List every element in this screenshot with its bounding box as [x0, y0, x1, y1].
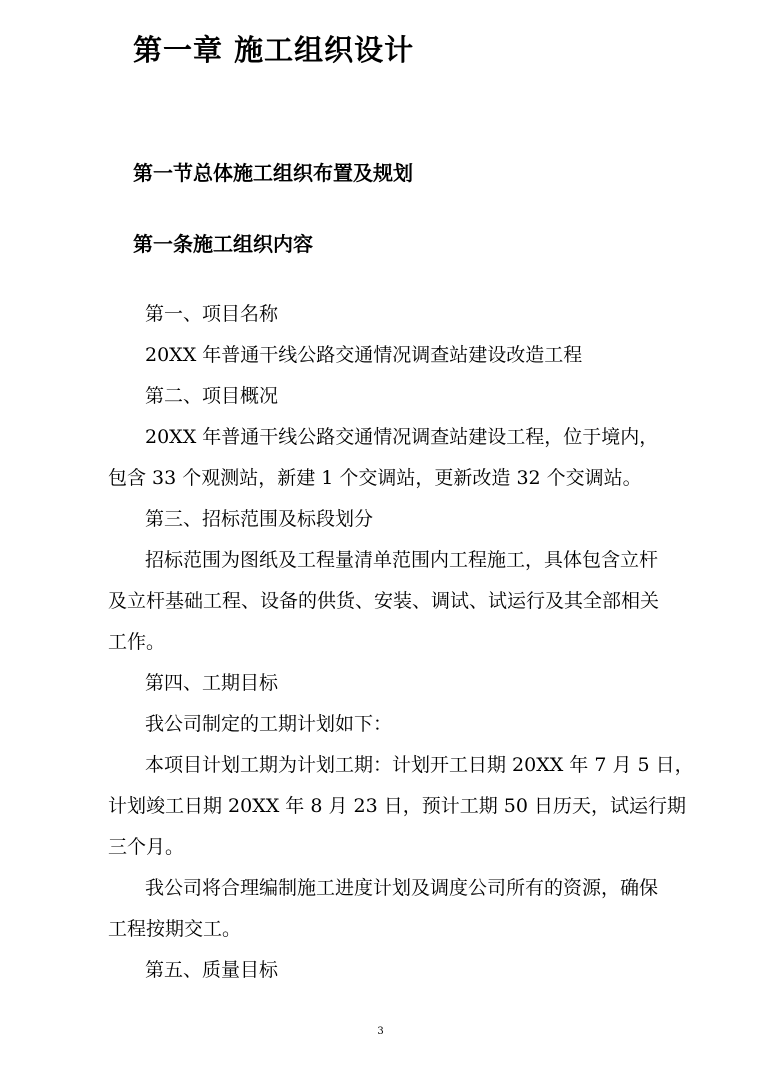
item4-text2-line3: 三个月。: [108, 836, 185, 858]
item4-text2-line2: 计划竣工日期 20XX 年 8 月 23 日，预计工期 50 日历天，试运行期: [108, 795, 686, 817]
item4-heading: 第四、工期目标: [145, 672, 279, 694]
item4-text1: 我公司制定的工期计划如下：: [145, 713, 393, 735]
article-title: 第一条施工组织内容: [133, 232, 313, 256]
item4-text3-line2: 工程按期交工。: [108, 918, 242, 940]
item3-heading: 第三、招标范围及标段划分: [145, 508, 374, 530]
item1-text: 20XX 年普通干线公路交通情况调查站建设改造工程: [145, 344, 583, 366]
item2-text-line1: 20XX 年普通干线公路交通情况调查站建设工程，位于境内，: [145, 426, 659, 448]
item2-heading: 第二、项目概况: [145, 385, 279, 407]
chapter-title: 第一章 施工组织设计: [133, 33, 415, 67]
item4-text2-line1: 本项目计划工期为计划工期：计划开工日期 20XX 年 7 月 5 日，: [145, 754, 694, 776]
page-number: 3: [377, 1026, 384, 1037]
item1-heading: 第一、项目名称: [145, 303, 279, 325]
item3-text-line3: 工作。: [108, 631, 166, 653]
item3-text-line2: 及立杆基础工程、设备的供货、安装、调试、试运行及其全部相关: [108, 590, 660, 612]
item2-text-line2: 包含 33 个观测站，新建 1 个交调站，更新改造 32 个交调站。: [108, 467, 642, 489]
item5-heading: 第五、质量目标: [145, 959, 279, 981]
section-title: 第一节总体施工组织布置及规划: [133, 161, 413, 185]
item4-text3-line1: 我公司将合理编制施工进度计划及调度公司所有的资源，确保: [145, 877, 659, 899]
item3-text-line1: 招标范围为图纸及工程量清单范围内工程施工，具体包含立杆: [145, 549, 659, 571]
